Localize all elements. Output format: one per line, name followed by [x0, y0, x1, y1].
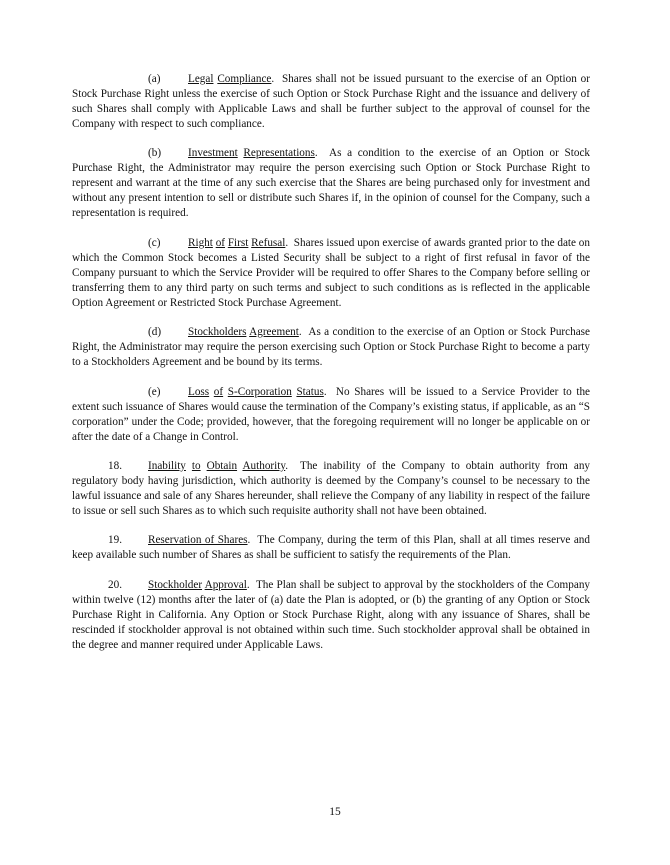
heading-word: Right [188, 237, 213, 249]
section-heading [188, 326, 302, 338]
heading-end: . [298, 326, 302, 338]
section-d [72, 325, 590, 370]
section-heading [188, 386, 327, 398]
heading-word: Reservation of Shares [148, 534, 248, 546]
heading-word: Legal [188, 73, 214, 85]
section-18 [72, 459, 590, 519]
heading-word: Stockholders [188, 326, 247, 338]
heading-end: . [314, 147, 318, 159]
section-a [72, 72, 590, 132]
section-label: (d) [148, 326, 162, 338]
section-heading [148, 579, 250, 591]
heading-word: Refusal [251, 237, 286, 249]
heading-word: Authority [242, 460, 286, 472]
section-heading [188, 73, 274, 85]
section-label: (c) [148, 237, 161, 249]
section-20 [72, 578, 590, 653]
heading-word: Representations [243, 147, 315, 159]
heading-word: S-Corporation [227, 386, 292, 398]
heading-end: . [247, 534, 251, 546]
heading-word: Approval [204, 579, 247, 591]
section-body: The inability of the Company to obtain authority from any regulatory body having jurisdiction, which authority is deemed by the Company’s counsel to be necessary to the lawful issuance and sale of any Shares hereunder, shall relieve the Company of any liability in respect of the failure to issue or sell such Shares as to which such requisite authority shall not have been obtained. [72, 460, 591, 518]
heading-word: of [213, 386, 224, 398]
section-label: (e) [148, 386, 161, 398]
section-body: As a condition to the exercise of an Option or Stock Purchase Right, the Administrator may require the person exercising such Option or Stock Purchase Right to become a party to a Stockholders Agreement and be bound by its terms. [72, 326, 590, 369]
section-body: Shares issued upon exercise of awards granted prior to the date on which the Common Stock becomes a Listed Security shall be subject to a right of first refusal in favor of the Company pursuant to which the Service Provider will be required to offer Shares to the Company before selling or transferring them to any third party on such terms and subject to such conditions as is reflected in the applicable Option Agreement or Restricted Stock Purchase Agreement. [72, 237, 590, 310]
heading-end: . [246, 579, 250, 591]
heading-word: Obtain [206, 460, 238, 472]
heading-end: . [323, 386, 327, 398]
heading-word: of [215, 237, 226, 249]
section-heading [148, 534, 250, 546]
heading-word: Investment [188, 147, 238, 159]
section-label: (b) [148, 147, 162, 159]
section-label: 18. [108, 460, 122, 472]
heading-end: . [285, 237, 289, 249]
section-e [72, 385, 590, 445]
section-19 [72, 533, 590, 563]
section-label: 20. [108, 579, 122, 591]
heading-word: Compliance [217, 73, 272, 85]
heading-word: Inability [148, 460, 186, 472]
heading-end: . [285, 460, 289, 472]
section-label: (a) [148, 73, 161, 85]
section-b [72, 146, 590, 221]
section-heading [188, 237, 288, 249]
heading-word: Stockholder [148, 579, 203, 591]
section-body: No Shares will be issued to a Service Provider to the extent such issuance of Shares would cause the termination of the Company’s existing status, if applicable, as an “S corporation” under the Code; provided, however, that the foregoing requirement will no longer be applicable on or after the date of a Change in Control. [72, 386, 591, 444]
section-heading [188, 147, 318, 159]
page-number: 15 [329, 806, 341, 818]
section-body: As a condition to the exercise of an Option or Stock Purchase Right, the Administrator may require the person exercising such Option or Stock Purchase Right to represent and warrant at the time of any such exercise that the Shares are being purchased only for investment and without any present intention to sell or distribute such Shares if, in the opinion of counsel for the Company, such a representation is required. [72, 147, 591, 220]
section-heading [148, 460, 288, 472]
heading-word: Loss [188, 386, 210, 398]
section-c [72, 236, 590, 311]
heading-word: to [191, 460, 201, 472]
heading-word: First [227, 237, 249, 249]
section-body: Shares shall not be issued pursuant to the exercise of an Option or Stock Purchase Right unless the exercise of such Option or Stock Purchase Right and the issuance and delivery of such Shares shall comply with Applicable Laws and shall be further subject to the approval of counsel for the Company with respect to such compliance. [72, 73, 590, 131]
heading-word: Agreement [249, 326, 299, 338]
section-body: The Company, during the term of this Plan, shall at all times reserve and keep available such number of Shares as shall be sufficient to satisfy the requirements of the Plan. [72, 534, 590, 562]
section-label: 19. [108, 534, 122, 546]
heading-word: Status [296, 386, 324, 398]
section-body: The Plan shall be subject to approval by the stockholders of the Company within twelve (12) months after the later of (a) date the Plan is adopted, or (b) the granting of any Option or Stock Purchase Right in California. Any Option or Stock Purchase Right, along with any issuance of Shares, shall be rescinded if stockholder approval is not obtained within such time. Such stockholder approval shall be obtained in the degree and manner required under Applicable Laws. [72, 579, 591, 652]
heading-end: . [271, 73, 275, 85]
